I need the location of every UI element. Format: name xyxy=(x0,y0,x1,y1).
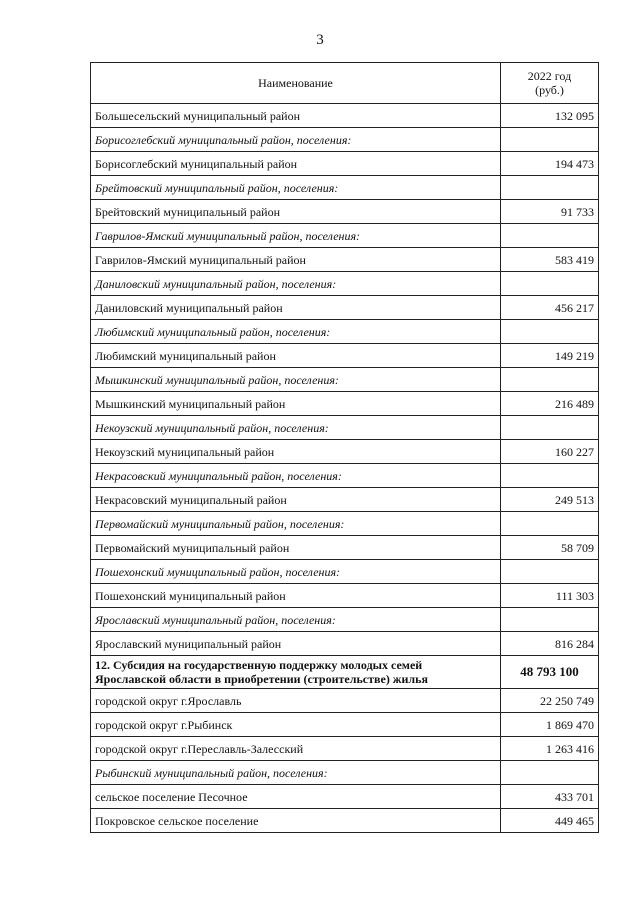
table-row xyxy=(91,344,599,368)
row-name: Некрасовский муниципальный район xyxy=(91,488,501,512)
row-name: Некоузский муниципальный район xyxy=(91,440,501,464)
table-row-subheading xyxy=(91,608,599,632)
row-amount: 1 263 416 xyxy=(501,737,599,761)
row-amount: 456 217 xyxy=(501,296,599,320)
row-name: Любимский муниципальный район, поселения: xyxy=(91,320,501,344)
table-row xyxy=(91,104,599,128)
row-name: Первомайский муниципальный район, поселения: xyxy=(91,512,501,536)
row-name: городской округ г.Рыбинск xyxy=(91,713,501,737)
row-name: городской округ г.Ярославль xyxy=(91,689,501,713)
table-row xyxy=(91,584,599,608)
table-row-subheading xyxy=(91,416,599,440)
row-name: Гаврилов-Ямский муниципальный район, поселения: xyxy=(91,224,501,248)
row-name: Покровское сельское поселение xyxy=(91,809,501,833)
table-row-subheading xyxy=(91,368,599,392)
table-row-subheading xyxy=(91,320,599,344)
row-name: Борисоглебский муниципальный район, поселения: xyxy=(91,128,501,152)
row-amount xyxy=(501,416,599,440)
row-amount: 91 733 xyxy=(501,200,599,224)
row-amount xyxy=(501,608,599,632)
row-name: Первомайский муниципальный район xyxy=(91,536,501,560)
table-row-subheading xyxy=(91,176,599,200)
row-amount: 58 709 xyxy=(501,536,599,560)
page-number: 3 xyxy=(316,32,324,48)
row-amount: 194 473 xyxy=(501,152,599,176)
row-name: Борисоглебский муниципальный район xyxy=(91,152,501,176)
row-amount xyxy=(501,512,599,536)
row-name: Пошехонский муниципальный район, поселения: xyxy=(91,560,501,584)
row-amount: 583 419 xyxy=(501,248,599,272)
row-amount: 22 250 749 xyxy=(501,689,599,713)
row-amount xyxy=(501,176,599,200)
header-amount: 2022 год (руб.) xyxy=(501,63,599,104)
table-row-subheading xyxy=(91,761,599,785)
row-name: Мышкинский муниципальный район xyxy=(91,392,501,416)
row-name: Даниловский муниципальный район, поселения: xyxy=(91,272,501,296)
budget-table xyxy=(90,62,599,833)
table-row-subheading xyxy=(91,464,599,488)
row-name: Брейтовский муниципальный район, поселения: xyxy=(91,176,501,200)
table-row xyxy=(91,152,599,176)
table-row xyxy=(91,809,599,833)
row-amount: 249 513 xyxy=(501,488,599,512)
table-row-subheading xyxy=(91,224,599,248)
table-row xyxy=(91,689,599,713)
table-row xyxy=(91,536,599,560)
row-name: Большесельский муниципальный район xyxy=(91,104,501,128)
row-amount xyxy=(501,224,599,248)
table-row xyxy=(91,200,599,224)
row-amount xyxy=(501,272,599,296)
row-name: Некоузский муниципальный район, поселения: xyxy=(91,416,501,440)
row-amount: 149 219 xyxy=(501,344,599,368)
table-row-subheading xyxy=(91,512,599,536)
row-name: Мышкинский муниципальный район, поселения: xyxy=(91,368,501,392)
row-name: Гаврилов-Ямский муниципальный район xyxy=(91,248,501,272)
header-name: Наименование xyxy=(91,63,501,104)
row-name: Даниловский муниципальный район xyxy=(91,296,501,320)
section-amount: 48 793 100 xyxy=(501,656,599,689)
table-header-row xyxy=(91,63,599,104)
row-amount: 111 303 xyxy=(501,584,599,608)
row-name: Некрасовский муниципальный район, поселения: xyxy=(91,464,501,488)
row-amount: 160 227 xyxy=(501,440,599,464)
row-amount: 1 869 470 xyxy=(501,713,599,737)
row-amount xyxy=(501,464,599,488)
row-amount xyxy=(501,320,599,344)
row-name: Ярославский муниципальный район xyxy=(91,632,501,656)
table-row xyxy=(91,248,599,272)
row-amount: 132 095 xyxy=(501,104,599,128)
table-row xyxy=(91,488,599,512)
row-amount: 816 284 xyxy=(501,632,599,656)
row-amount xyxy=(501,560,599,584)
row-amount: 449 465 xyxy=(501,809,599,833)
section-title: 12. Субсидия на государственную поддержку молодых семей Ярославской области в приобретении (строительстве) жилья xyxy=(91,656,501,689)
row-name: Ярославский муниципальный район, поселения: xyxy=(91,608,501,632)
row-name: Пошехонский муниципальный район xyxy=(91,584,501,608)
table-row xyxy=(91,392,599,416)
row-name: Брейтовский муниципальный район xyxy=(91,200,501,224)
row-name: сельское поселение Песочное xyxy=(91,785,501,809)
row-amount: 433 701 xyxy=(501,785,599,809)
table-row xyxy=(91,632,599,656)
table-row xyxy=(91,785,599,809)
row-amount xyxy=(501,761,599,785)
row-amount: 216 489 xyxy=(501,392,599,416)
row-name: городской округ г.Переславль-Залесский xyxy=(91,737,501,761)
table-row xyxy=(91,713,599,737)
table-row-subheading xyxy=(91,128,599,152)
table-row xyxy=(91,440,599,464)
table-row xyxy=(91,737,599,761)
table-section-row xyxy=(91,656,599,689)
row-name: Рыбинский муниципальный район, поселения: xyxy=(91,761,501,785)
table-row xyxy=(91,296,599,320)
table-row-subheading xyxy=(91,560,599,584)
row-name: Любимский муниципальный район xyxy=(91,344,501,368)
row-amount xyxy=(501,368,599,392)
row-amount xyxy=(501,128,599,152)
table-row-subheading xyxy=(91,272,599,296)
